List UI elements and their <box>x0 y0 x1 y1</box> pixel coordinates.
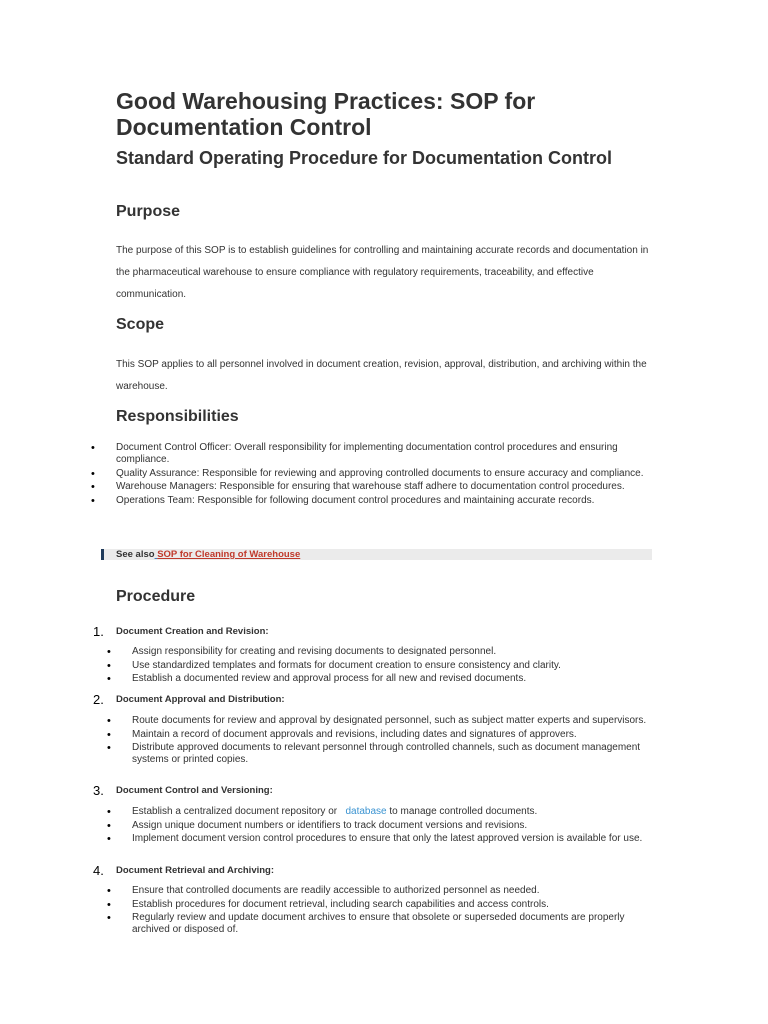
step-title: Document Control and Versioning: <box>116 785 273 796</box>
list-item: • Implement document version control procedures to ensure that only the latest approved version is available for use. <box>132 833 647 845</box>
list-item: • Quality Assurance: Responsible for reviewing and approving controlled documents to ensure accuracy and compliance. <box>116 468 648 480</box>
scope-text: This SOP applies to all personnel involved in document creation, revision, approval, distribution, and archiving within the warehouse. <box>116 359 647 392</box>
list-item: • Maintain a record of document approvals and revisions, including dates and signatures of approvers. <box>132 729 647 741</box>
step-number: 4. <box>93 863 104 878</box>
step-3-list <box>132 806 647 847</box>
step-number: 1. <box>93 624 104 639</box>
list-item: • Regularly review and update document archives to ensure that obsolete or superseded documents are properly archived or disposed of. <box>132 912 647 936</box>
list-item: • Establish a documented review and approval process for all new and revised documents. <box>132 673 647 685</box>
step-title: Document Approval and Distribution: <box>116 694 285 705</box>
list-item: • Establish procedures for document retrieval, including search capabilities and access controls. <box>132 899 647 911</box>
see-also-link[interactable]: SOP for Cleaning of Warehouse <box>157 549 301 560</box>
list-item: • Distribute approved documents to relevant personnel through controlled channels, such as document management systems or printed copies. <box>132 742 647 766</box>
database-link[interactable]: database <box>345 806 387 817</box>
step-title: Document Creation and Revision: <box>116 626 269 637</box>
purpose-heading: Purpose <box>116 203 181 220</box>
step-title: Document Retrieval and Archiving: <box>116 865 275 876</box>
list-item: • Establish a centralized document repository or database to manage controlled documents. <box>132 806 647 818</box>
responsibilities-list <box>116 442 648 508</box>
step-4-list <box>132 885 647 938</box>
step-1-list <box>132 646 647 687</box>
step-number: 2. <box>93 692 104 707</box>
list-item: • Use standardized templates and formats for document creation to ensure consistency and clarity. <box>132 660 647 672</box>
procedure-heading: Procedure <box>116 588 196 605</box>
see-also-bar <box>101 549 652 560</box>
scope-heading: Scope <box>116 316 165 333</box>
list-item: • Assign unique document numbers or identifiers to track document versions and revisions. <box>132 820 647 832</box>
list-item: • Route documents for review and approval by designated personnel, such as subject matter experts and supervisors. <box>132 715 647 727</box>
document-header <box>116 88 656 169</box>
list-item: • Operations Team: Responsible for following document control procedures and maintaining accurate records. <box>116 495 648 507</box>
page-title: Good Warehousing Practices: SOP for Documentation Control <box>116 88 536 140</box>
purpose-text: The purpose of this SOP is to establish guidelines for controlling and maintaining accurate records and documentation in the pharmaceutical warehouse to ensure compliance with regulatory requirements, traceability, and effective communication. <box>116 245 649 300</box>
list-item: • Document Control Officer: Overall responsibility for implementing documentation control procedures and ensuring compliance. <box>116 442 648 466</box>
list-item: • Assign responsibility for creating and revising documents to designated personnel. <box>132 646 647 658</box>
see-also-label: See also <box>116 549 155 560</box>
page-subtitle: Standard Operating Procedure for Documentation Control <box>116 148 613 168</box>
list-item: • Ensure that controlled documents are readily accessible to authorized personnel as needed. <box>132 885 647 897</box>
step-2-list <box>132 715 647 768</box>
responsibilities-heading: Responsibilities <box>116 408 239 425</box>
step-number: 3. <box>93 783 104 798</box>
list-item: • Warehouse Managers: Responsible for ensuring that warehouse staff adhere to documentation control procedures. <box>116 481 648 493</box>
